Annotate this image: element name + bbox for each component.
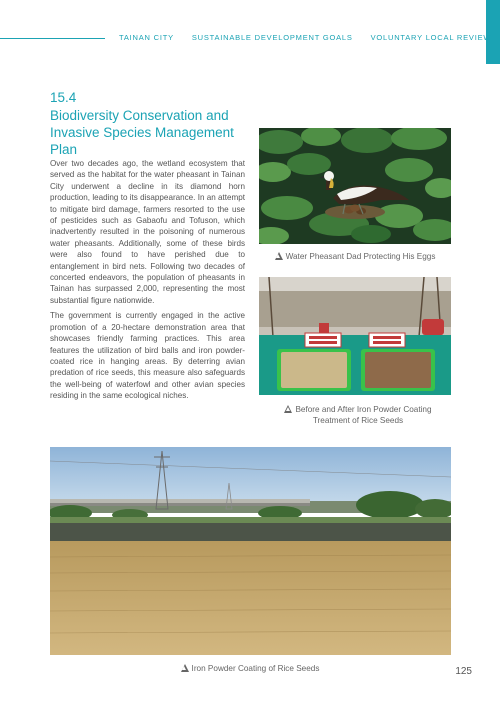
caption-text-1: Water Pheasant Dad Protecting His Eggs (285, 252, 436, 261)
running-header (119, 33, 500, 42)
header-vlr: VOLUNTARY LOCAL REVIEW (370, 33, 492, 42)
triangle-marker-icon (181, 664, 189, 672)
caption-photo-3 (150, 663, 350, 674)
caption-text-2: Before and After Iron Powder Coating Treatment of Rice Seeds (295, 405, 432, 425)
section-title: Biodiversity Conservation and Invasive Species Management Plan (50, 108, 234, 157)
caption-text-3: Iron Powder Coating of Rice Seeds (191, 664, 320, 673)
section-number: 15.4 (50, 90, 77, 105)
photo-water-pheasant (259, 128, 451, 244)
body-text (50, 158, 245, 406)
photo-rice-field (50, 447, 451, 655)
header-sdg: SUSTAINABLE DEVELOPMENT GOALS (191, 33, 353, 42)
header-tab (486, 0, 500, 64)
header-rule (0, 38, 105, 39)
header-city: TAINAN CITY (119, 33, 174, 42)
caption-photo-2 (275, 404, 441, 426)
triangle-marker-icon (284, 405, 292, 413)
photo-rice-seed-trays (259, 277, 451, 395)
paragraph-1: Over two decades ago, the wetland ecosystem that served as the habitat for the water pheasant in Tainan City underwent a decline in its diamond horn production, leading to its disappearance. In an attempt to mitigate bird damage, farmers resorted to the use of pesticides such as Gabaofu and Tofuson, which inadvertently resulted in the poisoning of numerous water pheasants. Additionally, some of these birds were also found to have perished due to entanglement in bird nets. Following two decades of concerted endeavors, the population of pheasants in Tainan has surpassed 2,000, representing the most substantial figure nationwide. (50, 159, 245, 305)
paragraph-2: The government is currently engaged in the active promotion of a 20-hectare demonstration area that showcases friendly farming practices. This area features the utilization of bird balls and iron powder-coated rice in hanging areas. By deterring avian predation of rice seeds, this measure also safeguards the well-being of waterfowl and other avian species residing in the same ecological niches. (50, 311, 245, 401)
caption-photo-1 (259, 251, 451, 262)
page-number: 125 (455, 666, 472, 677)
triangle-marker-icon (275, 252, 283, 260)
